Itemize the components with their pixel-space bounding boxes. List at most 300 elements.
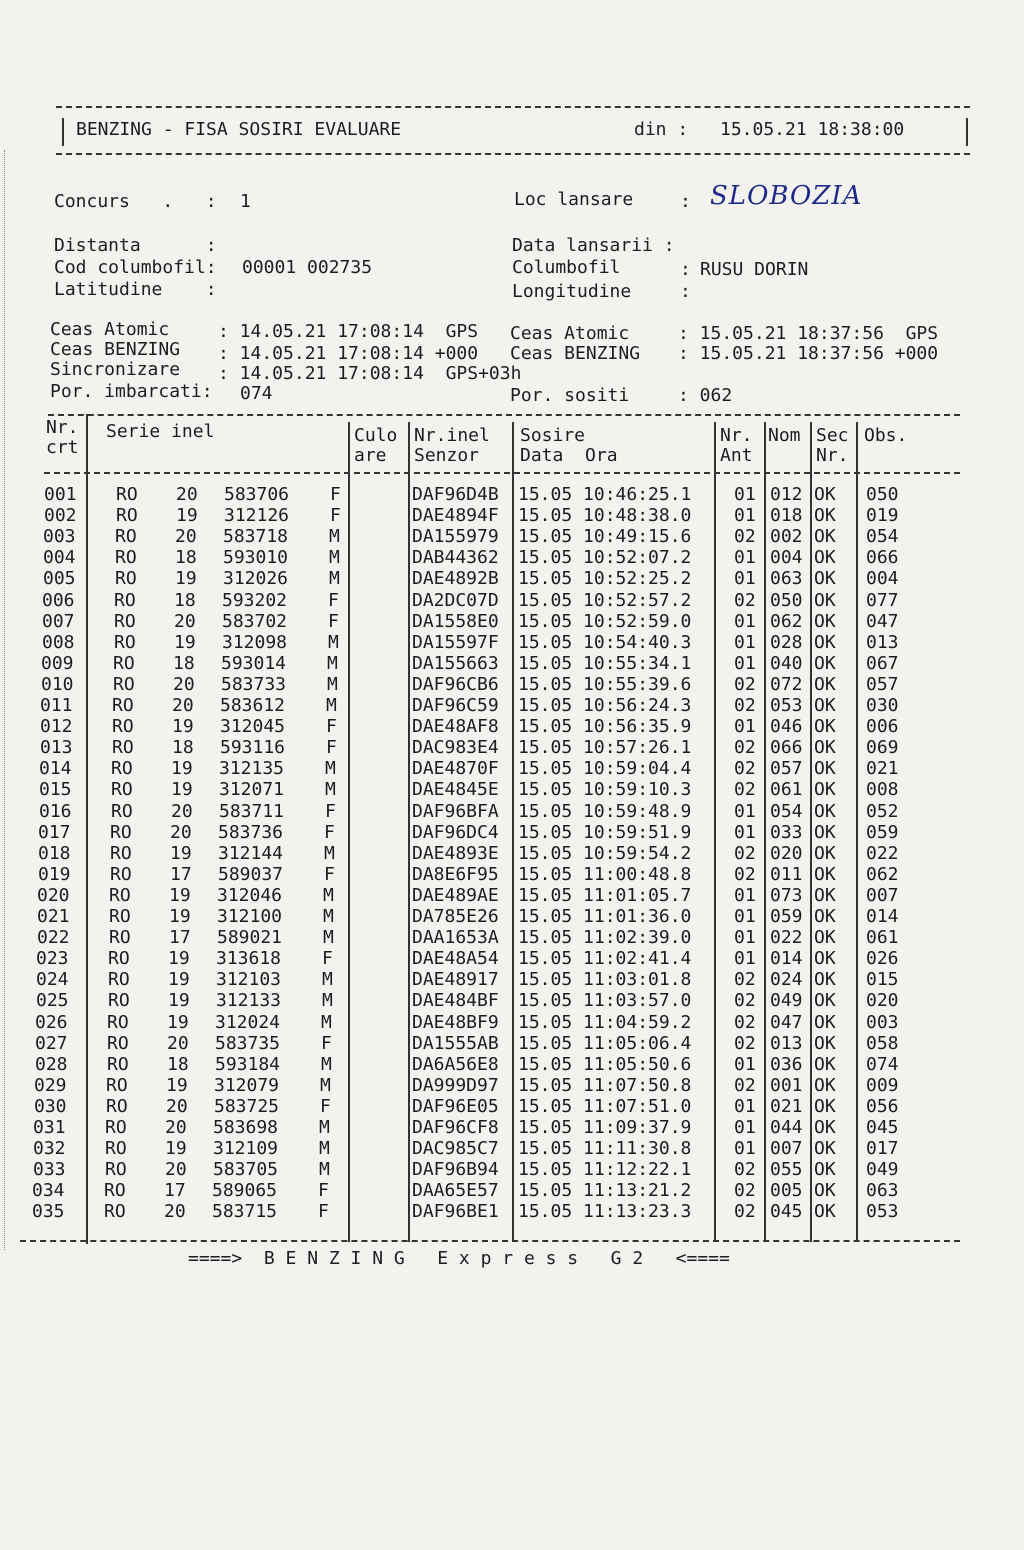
imbarcati-label: Por. imbarcati: <box>50 381 213 402</box>
imbarcati-value: 074 <box>240 383 273 404</box>
cell-arrival-time: 15.05 11:02:41.4 <box>518 948 692 970</box>
cell-nr-crt: 032 <box>33 1138 66 1160</box>
cell-antenna: 01 <box>734 505 756 527</box>
cell-obs: 069 <box>866 737 899 759</box>
cell-sec: OK <box>814 821 836 843</box>
cell-obs: 056 <box>866 1095 899 1117</box>
cell-country: RO <box>110 863 132 885</box>
cell-sex: M <box>329 547 340 569</box>
cell-arrival-time: 15.05 11:07:50.8 <box>518 1074 692 1096</box>
cell-nr-crt: 010 <box>41 673 74 695</box>
cell-sec: OK <box>814 1095 836 1117</box>
table-row <box>0 568 1024 589</box>
col-serie-header: Serie inel <box>106 421 215 442</box>
table-row <box>0 632 1024 653</box>
cell-year: 18 <box>174 589 196 611</box>
cell-sex: F <box>318 1201 329 1223</box>
cell-sensor-ring: DAF96B94 <box>412 1159 499 1181</box>
cell-sensor-ring: DA15597F <box>412 631 499 653</box>
cell-country: RO <box>107 1011 129 1033</box>
cell-nom: 072 <box>770 673 803 695</box>
cell-nr-crt: 013 <box>40 737 73 759</box>
ceas-benzing-right-value: : 15.05.21 18:37:56 +000 <box>678 343 939 364</box>
table-row <box>0 737 1024 758</box>
table-row <box>0 758 1024 779</box>
table-row <box>0 1054 1024 1075</box>
table-row <box>0 843 1024 864</box>
margin-perforation <box>4 150 17 1250</box>
cell-sensor-ring: DAE4845E <box>412 779 499 801</box>
cell-sec: OK <box>814 1032 836 1054</box>
col-data-ora-header: Data Ora <box>520 445 618 466</box>
cell-nom: 059 <box>770 906 803 927</box>
cell-sec: OK <box>814 526 836 548</box>
cell-obs: 009 <box>866 1074 899 1096</box>
footer-banner: ====> B E N Z I N G E x p r e s s G 2 <==== <box>188 1248 730 1269</box>
cell-obs: 030 <box>866 695 899 716</box>
cell-year: 19 <box>169 884 191 906</box>
cell-nom: 046 <box>770 716 803 738</box>
cell-arrival-time: 15.05 10:48:38.0 <box>518 505 692 527</box>
cell-nom: 007 <box>770 1138 803 1160</box>
cell-obs: 067 <box>866 652 899 674</box>
loc-lansare-handwritten: SLOBOZIA <box>710 181 863 211</box>
cell-year: 20 <box>173 673 195 695</box>
cell-arrival-time: 15.05 10:55:34.1 <box>518 652 692 674</box>
table-row <box>0 885 1024 906</box>
cell-nr-crt: 019 <box>38 863 71 885</box>
cell-obs: 015 <box>866 969 899 991</box>
cell-sensor-ring: DAF96D4B <box>412 484 499 505</box>
cell-nr-crt: 006 <box>42 589 75 611</box>
cell-antenna: 02 <box>734 1201 756 1223</box>
cell-antenna: 02 <box>734 842 756 864</box>
cell-ring-number: 583725 <box>214 1095 280 1117</box>
cell-sensor-ring: DAF96CB6 <box>412 673 499 695</box>
cell-country: RO <box>114 610 136 632</box>
report-title: BENZING - FISA SOSIRI EVALUARE <box>76 119 402 140</box>
ceas-benzing-left-label: Ceas BENZING <box>50 339 181 360</box>
latitudine-label: Latitudine : <box>54 279 217 300</box>
table-row <box>0 484 1024 505</box>
cell-arrival-time: 15.05 11:01:36.0 <box>518 906 692 927</box>
cell-sec: OK <box>814 990 836 1012</box>
cell-antenna: 02 <box>734 758 756 780</box>
cell-antenna: 02 <box>734 990 756 1012</box>
cell-year: 18 <box>167 1053 189 1075</box>
cell-arrival-time: 15.05 10:59:54.2 <box>518 842 692 864</box>
cell-arrival-time: 15.05 10:49:15.6 <box>518 526 692 548</box>
cell-ring-number: 312133 <box>216 990 282 1012</box>
cell-year: 18 <box>172 737 194 759</box>
cell-nr-crt: 034 <box>32 1180 65 1202</box>
cell-sensor-ring: DAE489AE <box>412 884 499 906</box>
cell-sex: F <box>318 1180 329 1202</box>
cell-sex: M <box>319 1138 330 1160</box>
cell-sex: M <box>327 673 338 695</box>
cell-sex: F <box>328 589 339 611</box>
cell-year: 19 <box>166 1074 188 1096</box>
cell-nr-crt: 035 <box>32 1201 65 1223</box>
cell-sex: F <box>330 505 341 527</box>
cell-nr-crt: 014 <box>39 758 72 780</box>
cell-antenna: 02 <box>734 589 756 611</box>
cell-arrival-time: 15.05 11:00:48.8 <box>518 863 692 885</box>
cell-obs: 050 <box>866 484 899 505</box>
cell-nom: 022 <box>770 927 803 949</box>
cell-sec: OK <box>814 673 836 695</box>
cell-country: RO <box>113 673 135 695</box>
cell-year: 20 <box>166 1095 188 1117</box>
cell-country: RO <box>113 652 135 674</box>
title-right-border <box>966 118 968 146</box>
cell-sensor-ring: DA1555AB <box>412 1032 499 1054</box>
col-nr-inel-header: Nr.inel <box>414 425 490 446</box>
cell-ring-number: 312079 <box>214 1074 280 1096</box>
cell-year: 20 <box>172 695 194 716</box>
cell-sensor-ring: DA155979 <box>412 526 499 548</box>
cell-obs: 045 <box>866 1117 899 1138</box>
cell-sensor-ring: DAE48A54 <box>412 948 499 970</box>
ceas-benzing-right-label: Ceas BENZING <box>510 343 641 364</box>
cell-sex: F <box>324 821 335 843</box>
title-bottom-border <box>56 153 970 155</box>
cell-sensor-ring: DA8E6F95 <box>412 863 499 885</box>
cell-year: 19 <box>168 969 190 991</box>
cell-sex: F <box>330 484 341 505</box>
cell-sex: M <box>323 906 334 927</box>
cell-nr-crt: 002 <box>44 505 77 527</box>
cell-obs: 059 <box>866 821 899 843</box>
cell-sec: OK <box>814 716 836 738</box>
cell-antenna: 02 <box>734 695 756 716</box>
cell-year: 19 <box>174 631 196 653</box>
cell-ring-number: 583698 <box>213 1117 279 1138</box>
cell-nom: 040 <box>770 652 803 674</box>
cell-nom: 055 <box>770 1159 803 1181</box>
cell-nom: 011 <box>770 863 803 885</box>
cell-sec: OK <box>814 1201 836 1223</box>
cell-ring-number: 312046 <box>217 884 283 906</box>
concurs-value: 1 <box>240 191 251 212</box>
cell-sex: F <box>328 610 339 632</box>
cell-antenna: 02 <box>734 1032 756 1054</box>
cell-nom: 028 <box>770 631 803 653</box>
cell-sensor-ring: DAF96BFA <box>412 800 499 822</box>
cell-ring-number: 312126 <box>224 505 290 527</box>
table-row <box>0 801 1024 822</box>
cell-obs: 026 <box>866 948 899 970</box>
cell-sensor-ring: DAA1653A <box>412 927 499 949</box>
cell-country: RO <box>108 948 130 970</box>
cell-arrival-time: 15.05 11:05:06.4 <box>518 1032 692 1054</box>
cell-country: RO <box>116 505 138 527</box>
sositi-value: : 062 <box>678 385 733 406</box>
cell-country: RO <box>112 695 134 716</box>
cell-obs: 054 <box>866 526 899 548</box>
cell-sex: F <box>322 948 333 970</box>
table-row <box>0 969 1024 990</box>
cell-nom: 062 <box>770 610 803 632</box>
cell-ring-number: 312109 <box>213 1138 279 1160</box>
cell-year: 19 <box>171 758 193 780</box>
cell-antenna: 02 <box>734 673 756 695</box>
cell-sec: OK <box>814 842 836 864</box>
cell-country: RO <box>108 990 130 1012</box>
col-obs-header: Obs. <box>864 425 908 446</box>
cod-columbofil-label: Cod columbofil: <box>54 257 217 278</box>
cell-ring-number: 312135 <box>219 758 285 780</box>
cell-nr-crt: 003 <box>43 526 76 548</box>
cell-antenna: 01 <box>734 631 756 653</box>
cell-antenna: 01 <box>734 1138 756 1160</box>
cell-nom: 044 <box>770 1117 803 1138</box>
cell-nr-crt: 005 <box>43 568 76 590</box>
cell-year: 19 <box>169 906 191 927</box>
cell-sex: F <box>324 863 335 885</box>
cell-nr-crt: 015 <box>39 779 72 801</box>
cell-year: 20 <box>165 1117 187 1138</box>
cell-antenna: 02 <box>734 969 756 991</box>
cell-country: RO <box>112 737 134 759</box>
cell-sec: OK <box>814 1011 836 1033</box>
cell-year: 17 <box>170 863 192 885</box>
cell-nom: 033 <box>770 821 803 843</box>
cell-country: RO <box>115 547 137 569</box>
cell-nr-crt: 016 <box>39 800 72 822</box>
cell-arrival-time: 15.05 11:02:39.0 <box>518 927 692 949</box>
title-left-border <box>62 118 64 146</box>
cell-antenna: 02 <box>734 526 756 548</box>
cell-sex: M <box>326 695 337 716</box>
cell-obs: 053 <box>866 1201 899 1223</box>
cell-ring-number: 583706 <box>224 484 290 505</box>
cell-arrival-time: 15.05 10:56:24.3 <box>518 695 692 716</box>
cell-sec: OK <box>814 610 836 632</box>
cell-sensor-ring: DAF96C59 <box>412 695 499 716</box>
cell-year: 19 <box>168 948 190 970</box>
sincronizare-label: Sincronizare <box>50 359 181 380</box>
cell-antenna: 01 <box>734 484 756 505</box>
cell-antenna: 01 <box>734 927 756 949</box>
cell-ring-number: 583705 <box>213 1159 279 1181</box>
cell-nr-crt: 031 <box>33 1117 66 1138</box>
cell-sec: OK <box>814 863 836 885</box>
cell-obs: 057 <box>866 673 899 695</box>
cell-arrival-time: 15.05 11:13:21.2 <box>518 1180 692 1202</box>
table-row <box>0 674 1024 695</box>
table-row <box>0 1075 1024 1096</box>
cell-sex: F <box>320 1095 331 1117</box>
cell-ring-number: 312045 <box>220 716 286 738</box>
cell-nom: 018 <box>770 505 803 527</box>
cell-sensor-ring: DA2DC07D <box>412 589 499 611</box>
cell-nr-crt: 021 <box>37 906 70 927</box>
cell-country: RO <box>107 1053 129 1075</box>
cell-sex: F <box>325 800 336 822</box>
cell-sex: M <box>323 927 334 949</box>
cell-antenna: 01 <box>734 1053 756 1075</box>
loc-lansare-label: Loc lansare <box>514 189 634 210</box>
cell-country: RO <box>109 927 131 949</box>
cell-country: RO <box>114 631 136 653</box>
cell-country: RO <box>105 1138 127 1160</box>
cell-antenna: 01 <box>734 884 756 906</box>
cell-sec: OK <box>814 906 836 927</box>
longitudine-label: Longitudine <box>512 281 632 302</box>
cell-sec: OK <box>814 1180 836 1202</box>
cell-nom: 073 <box>770 884 803 906</box>
cell-ring-number: 583733 <box>221 673 287 695</box>
cell-country: RO <box>115 526 137 548</box>
cell-ring-number: 583735 <box>215 1032 281 1054</box>
cell-sensor-ring: DA155663 <box>412 652 499 674</box>
cell-obs: 013 <box>866 631 899 653</box>
cell-nr-crt: 018 <box>38 842 71 864</box>
cell-nr-crt: 029 <box>34 1074 67 1096</box>
cell-sec: OK <box>814 652 836 674</box>
cell-arrival-time: 15.05 10:57:26.1 <box>518 737 692 759</box>
cell-ring-number: 583718 <box>223 526 289 548</box>
cell-nom: 005 <box>770 1180 803 1202</box>
cell-sec: OK <box>814 1117 836 1138</box>
colon: : <box>680 191 691 212</box>
cell-arrival-time: 15.05 10:59:04.4 <box>518 758 692 780</box>
cell-sex: M <box>322 990 333 1012</box>
cell-nom: 053 <box>770 695 803 716</box>
cell-sensor-ring: DAE4893E <box>412 842 499 864</box>
cell-sec: OK <box>814 779 836 801</box>
columbofil-label: Columbofil <box>512 257 621 278</box>
cell-nr-crt: 012 <box>40 716 73 738</box>
cell-country: RO <box>106 1095 128 1117</box>
cell-sensor-ring: DA785E26 <box>412 906 499 927</box>
cell-arrival-time: 15.05 10:59:10.3 <box>518 779 692 801</box>
cell-year: 20 <box>174 610 196 632</box>
cell-sec: OK <box>814 737 836 759</box>
cell-sex: M <box>320 1074 331 1096</box>
cell-ring-number: 583612 <box>220 695 286 716</box>
cell-nr-crt: 004 <box>43 547 76 569</box>
colon: : <box>680 259 691 280</box>
cell-sex: M <box>323 884 334 906</box>
cell-nr-crt: 033 <box>33 1159 66 1181</box>
cell-nom: 049 <box>770 990 803 1012</box>
cell-antenna: 02 <box>734 779 756 801</box>
table-row <box>0 948 1024 969</box>
cell-sex: M <box>325 758 336 780</box>
cell-country: RO <box>104 1180 126 1202</box>
ceas-atomic-left-value: : 14.05.21 17:08:14 GPS <box>218 321 479 342</box>
cell-sex: F <box>321 1032 332 1054</box>
cell-obs: 066 <box>866 547 899 569</box>
ceas-atomic-right-value: : 15.05.21 18:37:56 GPS <box>678 323 939 344</box>
cell-country: RO <box>104 1201 126 1223</box>
cell-nom: 057 <box>770 758 803 780</box>
cell-sex: M <box>329 526 340 548</box>
cell-nr-crt: 022 <box>37 927 70 949</box>
cell-antenna: 01 <box>734 948 756 970</box>
cell-nom: 054 <box>770 800 803 822</box>
cell-sensor-ring: DAE48AF8 <box>412 716 499 738</box>
table-row <box>0 1012 1024 1033</box>
cell-nom: 004 <box>770 547 803 569</box>
cell-sex: M <box>321 1053 332 1075</box>
cell-country: RO <box>108 969 130 991</box>
cell-sensor-ring: DAA65E57 <box>412 1180 499 1202</box>
cell-nr-crt: 009 <box>41 652 74 674</box>
cell-nom: 066 <box>770 737 803 759</box>
cell-sensor-ring: DA999D97 <box>412 1074 499 1096</box>
cell-sex: M <box>324 842 335 864</box>
cell-antenna: 01 <box>734 568 756 590</box>
cell-ring-number: 593014 <box>221 652 287 674</box>
table-header-border <box>44 472 960 474</box>
cell-ring-number: 312024 <box>215 1011 281 1033</box>
col-nr-ant-header: Nr. <box>720 425 753 446</box>
data-lansarii-label: Data lansarii : <box>512 235 675 256</box>
cell-ring-number: 583736 <box>218 821 284 843</box>
cell-sex: F <box>326 737 337 759</box>
col-sosire-header: Sosire <box>520 425 586 446</box>
table-row <box>0 526 1024 547</box>
col-nom-header: Nom <box>768 425 801 446</box>
cell-arrival-time: 15.05 10:52:25.2 <box>518 568 692 590</box>
cell-sec: OK <box>814 484 836 505</box>
cell-obs: 052 <box>866 800 899 822</box>
cell-ring-number: 313618 <box>216 948 282 970</box>
cell-ring-number: 583715 <box>212 1201 278 1223</box>
cell-year: 19 <box>171 779 193 801</box>
cell-year: 18 <box>173 652 195 674</box>
cell-arrival-time: 15.05 10:54:40.3 <box>518 631 692 653</box>
cell-obs: 008 <box>866 779 899 801</box>
table-top-border <box>48 414 960 416</box>
cell-year: 17 <box>164 1180 186 1202</box>
cell-obs: 007 <box>866 884 899 906</box>
cell-country: RO <box>106 1074 128 1096</box>
cell-antenna: 01 <box>734 800 756 822</box>
cell-antenna: 01 <box>734 906 756 927</box>
cell-ring-number: 312098 <box>222 631 288 653</box>
table-row <box>0 779 1024 800</box>
cell-sensor-ring: DAF96BE1 <box>412 1201 499 1223</box>
table-row <box>0 906 1024 927</box>
cell-sensor-ring: DAE4892B <box>412 568 499 590</box>
cell-ring-number: 593116 <box>220 737 286 759</box>
cell-sensor-ring: DAC983E4 <box>412 737 499 759</box>
cell-nom: 063 <box>770 568 803 590</box>
cell-sec: OK <box>814 1159 836 1181</box>
cell-antenna: 01 <box>734 652 756 674</box>
cell-arrival-time: 15.05 10:52:07.2 <box>518 547 692 569</box>
cell-year: 19 <box>176 505 198 527</box>
cell-arrival-time: 15.05 10:59:48.9 <box>518 800 692 822</box>
cell-ring-number: 593202 <box>222 589 288 611</box>
ceas-atomic-right-label: Ceas Atomic <box>510 323 630 344</box>
sincronizare-value: : 14.05.21 17:08:14 GPS+03h <box>218 363 522 384</box>
cell-year: 20 <box>175 526 197 548</box>
cell-antenna: 02 <box>734 737 756 759</box>
cell-year: 19 <box>168 990 190 1012</box>
cell-arrival-time: 15.05 11:11:30.8 <box>518 1138 692 1160</box>
cell-year: 20 <box>165 1159 187 1181</box>
cell-sec: OK <box>814 969 836 991</box>
cell-nom: 036 <box>770 1053 803 1075</box>
cell-country: RO <box>105 1117 127 1138</box>
cell-obs: 022 <box>866 842 899 864</box>
cell-country: RO <box>111 779 133 801</box>
